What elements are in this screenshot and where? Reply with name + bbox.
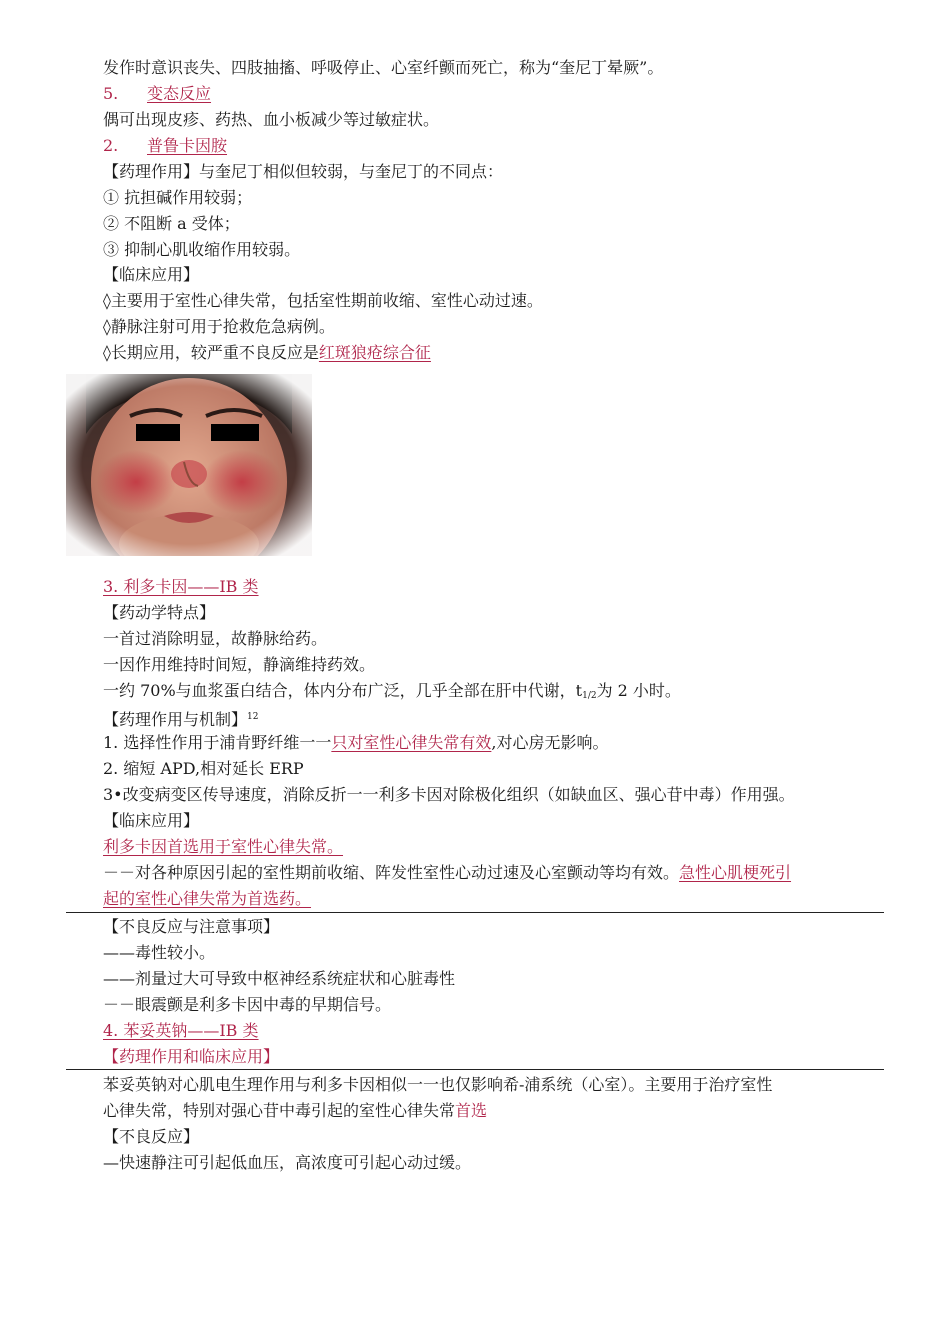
line-17-text: 一约 70%与血浆蛋白结合，体内分布广泛，几乎全部在肝中代谢，t (103, 681, 583, 700)
heading-title: 普鲁卡因胺 (147, 136, 228, 155)
line-33 (103, 1099, 487, 1123)
heading-phenytoin: 4. 苯妥英钠——IB 类 (103, 1021, 259, 1040)
line-1: 发作时意识丧失、四肢抽搐、呼吸停止、心室纤颤而死亡，称为“奎尼丁晕厥”。 (103, 58, 664, 77)
line-7: ② 不阻断 a 受体； (103, 214, 240, 233)
line-21: 3•改变病变区传导速度，消除反折一一利多卡因对除极化组织（如缺血区、强心苷中毒）作用强。 (103, 785, 795, 804)
footnote-mark: 12 (247, 712, 259, 722)
line-18 (103, 705, 258, 732)
line-10: ◊主要用于室性心律失常，包括室性期前收缩、室性心动过速。 (103, 291, 543, 310)
line-8: ③ 抑制心肌收缩作用较弱。 (103, 240, 301, 259)
line-28: ——剂量过大可导致中枢神经系统症状和心脏毒性 (103, 969, 456, 988)
line-34: 【不良反应】 (103, 1127, 200, 1146)
line-14: 【药动学特点】 (103, 603, 216, 622)
line-15: 一首过消除明显，故静脉给药。 (103, 629, 328, 648)
line-17 (103, 679, 681, 708)
line-19-text: 1. 选择性作用于浦肯野纤维一一 (103, 733, 332, 752)
line-26: 【不良反应与注意事项】 (103, 917, 280, 936)
line-20: 2. 缩短 APD,相对延长 ERP (103, 759, 304, 778)
line-32: 苯妥英钠对心肌电生理作用与利多卡因相似一一也仅影响希-浦系统（心室）。主要用于治疗室性 (103, 1075, 773, 1094)
line-3: 偶可出现皮疹、药热、血小板减少等过敏症状。 (103, 110, 440, 129)
line-23: 利多卡因首选用于室性心律失常。 (103, 837, 344, 856)
first-choice-word: 首选 (455, 1101, 488, 1120)
line-33-text: 心律失常，特别对强心苷中毒引起的室性心律失常 (103, 1101, 456, 1120)
mi-first-choice-link: 急性心肌梗死引 (679, 863, 792, 882)
lupus-link: 红斑狼疮综合征 (318, 343, 431, 362)
line-19-tail: ,对心房无影响。 (491, 733, 609, 752)
ventricular-only-link: 只对室性心律失常有效 (331, 733, 492, 752)
line-24-text: －－对各种原因引起的室性期前收缩、阵发性室性心动过速及心室颤动等均有效。 (103, 863, 680, 882)
line-17-tail: 为 2 小时。 (596, 681, 681, 700)
heading-title: 变态反应 (147, 84, 212, 103)
line-11: ◊静脉注射可用于抢救危急病例。 (103, 317, 335, 336)
line-5: 【药理作用】与奎尼丁相似但较弱，与奎尼丁的不同点： (103, 162, 504, 181)
half-life-subscript: 1/2 (582, 691, 597, 701)
line-25: 起的室性心律失常为首选药。 (103, 889, 312, 908)
heading-number: 2. (103, 136, 119, 155)
line-6: ① 抗担碱作用较弱； (103, 188, 253, 207)
line-16: 一因作用维持时间短，静滴维持药效。 (103, 655, 376, 674)
line-9: 【临床应用】 (103, 265, 200, 284)
line-19 (103, 731, 608, 755)
line-29: －－眼震颤是利多卡因中毒的早期信号。 (103, 995, 392, 1014)
line-31: 【药理作用和临床应用】 (103, 1047, 280, 1066)
line-35: —快速静注可引起低血压，高浓度可引起心动过缓。 (103, 1153, 472, 1172)
line-24 (103, 861, 791, 885)
divider (66, 1069, 884, 1070)
heading-lidocaine: 3. 利多卡因——IB 类 (103, 577, 259, 596)
line-12 (103, 341, 431, 365)
heading-procainamide (103, 134, 227, 158)
heading-allergic-reaction (103, 82, 211, 106)
line-22: 【临床应用】 (103, 811, 200, 830)
divider (66, 912, 884, 913)
line-12-text: ◊长期应用，较严重不良反应是 (103, 343, 319, 362)
line-18-text: 【药理作用与机制】 (103, 710, 248, 729)
lupus-face-photo (66, 374, 312, 556)
line-27: ——毒性较小。 (103, 943, 216, 962)
heading-number: 5. (103, 84, 119, 103)
